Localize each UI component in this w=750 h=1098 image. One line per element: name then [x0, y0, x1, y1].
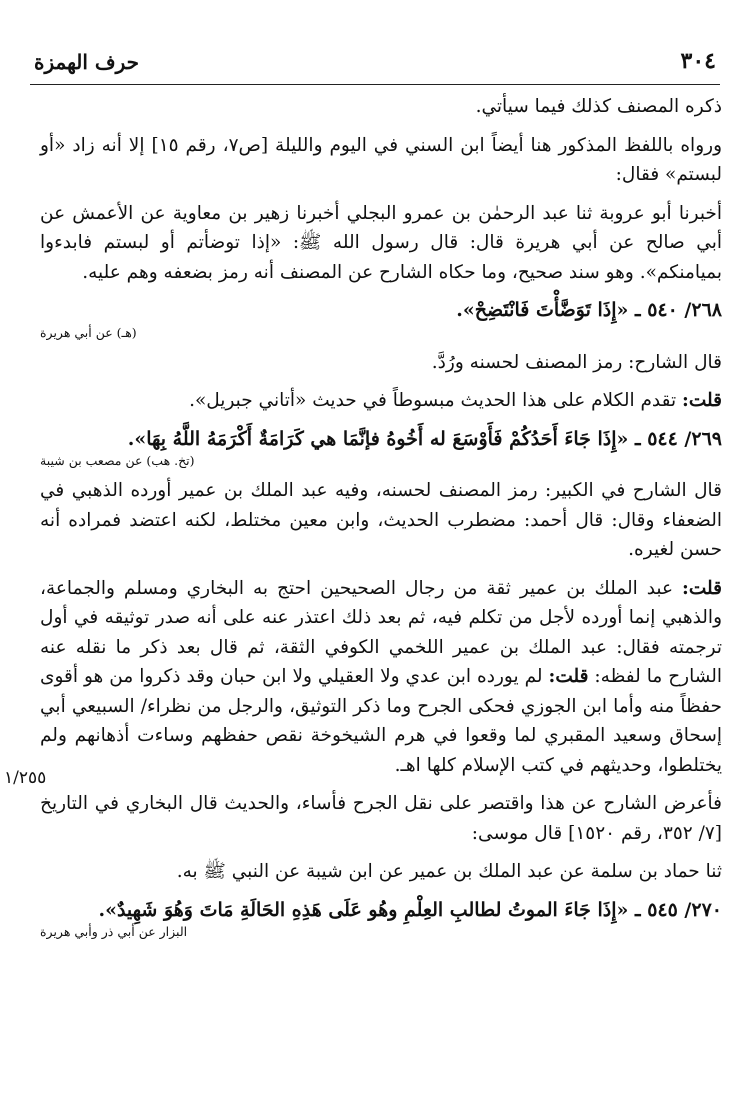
hadith-268: ٢٦٨/ ٥٤٠ ـ «إِذَا تَوَضَّأْتَ فَانْتَضِحْ». [456, 299, 722, 321]
paragraph: أخبرنا أبو عروبة ثنا عبد الرحمٰن بن عمرو البجلي أخبرنا زهير بن معاوية عن الأعمش عن أبي صالح عن أبي هريرة قال: قال رسول الله ﷺ: «إذا توضأتم أو لبستم فابدءوا بميامنكم». وهو سند صحيح، وما حكاه الشارح عن المصنف أنه رمز بضعفه وهم عليه. [40, 202, 722, 283]
paragraph: ذكره المصنف كذلك فيما سيأتي. [475, 96, 722, 117]
paragraph: فأعرض الشارح عن هذا واقتصر على نقل الجرح فأساء، والحديث قال البخاري في التاريخ [٧/ ٣٥٢، رقم ١٥٢٠] قال موسى: [40, 793, 722, 844]
hadith-270: ٢٧٠/ ٥٤٥ ـ «إِذَا جَاءَ الموتُ لطالبِ العِلْمِ وهُو عَلَى هَذِهِ الحَالَةِ مَاتَ وَهُوَ شَهِيدٌ». [98, 898, 722, 921]
paragraph: ورواه باللفظ المذكور هنا أيضاً ابن السني في اليوم والليلة [ص٧، رقم ١٥] إلا أنه زاد «أو لبستم» فقال: [40, 134, 723, 185]
paragraph [40, 386, 722, 416]
paragraph: ثنا حماد بن سلمة عن عبد الملك بن عمير عن ابن شيبة عن النبي ﷺ به. [176, 861, 722, 882]
paragraph [40, 574, 722, 781]
paragraph: قال الشارح في الكبير: رمز المصنف لحسنه، وفيه عبد الملك بن عمير أورده الذهبي في الضعفاء وقال: قال أحمد: مضطرب الحديث، وابن معين مختلط، لكنه اعتضد فمراده أنه حسن لغيره. [40, 480, 722, 560]
hadith-268-source: (هـ) عن أبي هريرة [40, 324, 137, 340]
paragraph-text: تقدم الكلام على هذا الحديث مبسوطاً في حديث «أتاني جبريل». [189, 390, 683, 411]
hadith-270-source: البزار عن أبي ذر وأبي هريرة [40, 924, 188, 939]
page-body [40, 92, 722, 947]
qult-label: قلت: [682, 390, 722, 411]
paragraph-text: لم يورده ابن عدي ولا العقيلي ولا ابن حبان وقد ذكروا من هو أقوى حفظاً منه وأما ابن الجوزي فحكى الجرح وما ذكر التوثيق، والرجل من نظراء/ السبيعي أبي إسحاق وسعيد المقبري لما وقعوا في هرم الشيخوخة نقص حفظهم وساءت أذهانهم ولم يختلطوا، وحديثهم في كتب الإسلام كلها اهـ. [40, 666, 722, 776]
hadith-269-source: (تخ. هب) عن مصعب بن شيبة [40, 453, 195, 468]
chapter-title: حرف الهمزة [34, 50, 140, 74]
page-number: ٣٠٤ [680, 48, 716, 74]
qult-label: قلت: [682, 577, 722, 599]
qult-label: قلت: [548, 666, 589, 687]
page-header [30, 44, 720, 85]
margin-volume-note: ١/٢٥٥ [4, 768, 47, 788]
hadith-269: ٢٦٩/ ٥٤٤ ـ «إِذَا جَاءَ أَحَدُكُمْ فَأَوْسَعَ له أَخُوهُ فإنَّمَا هي كَرَامَةٌ أَكْرَمَهُ اللَّهُ بِهَا». [127, 427, 722, 450]
paragraph-text: عبد الملك بن عمير ثقة من رجال الصحيحين احتج به البخاري ومسلم والجماعة، والذهبي إنما أورده لأجل من تكلم فيه، ثم بعد ذلك اعتذر عنه على أنه صدر توثيقه في أول ترجمته فقال: عبد الملك بن عمير اللخمي الكوفي الثقة، ثم قال بعد ذكر ما نقله عنه الشارح ما لفظه: [40, 577, 722, 687]
paragraph: قال الشارح: رمز المصنف لحسنه ورُدَّ. [431, 351, 722, 373]
